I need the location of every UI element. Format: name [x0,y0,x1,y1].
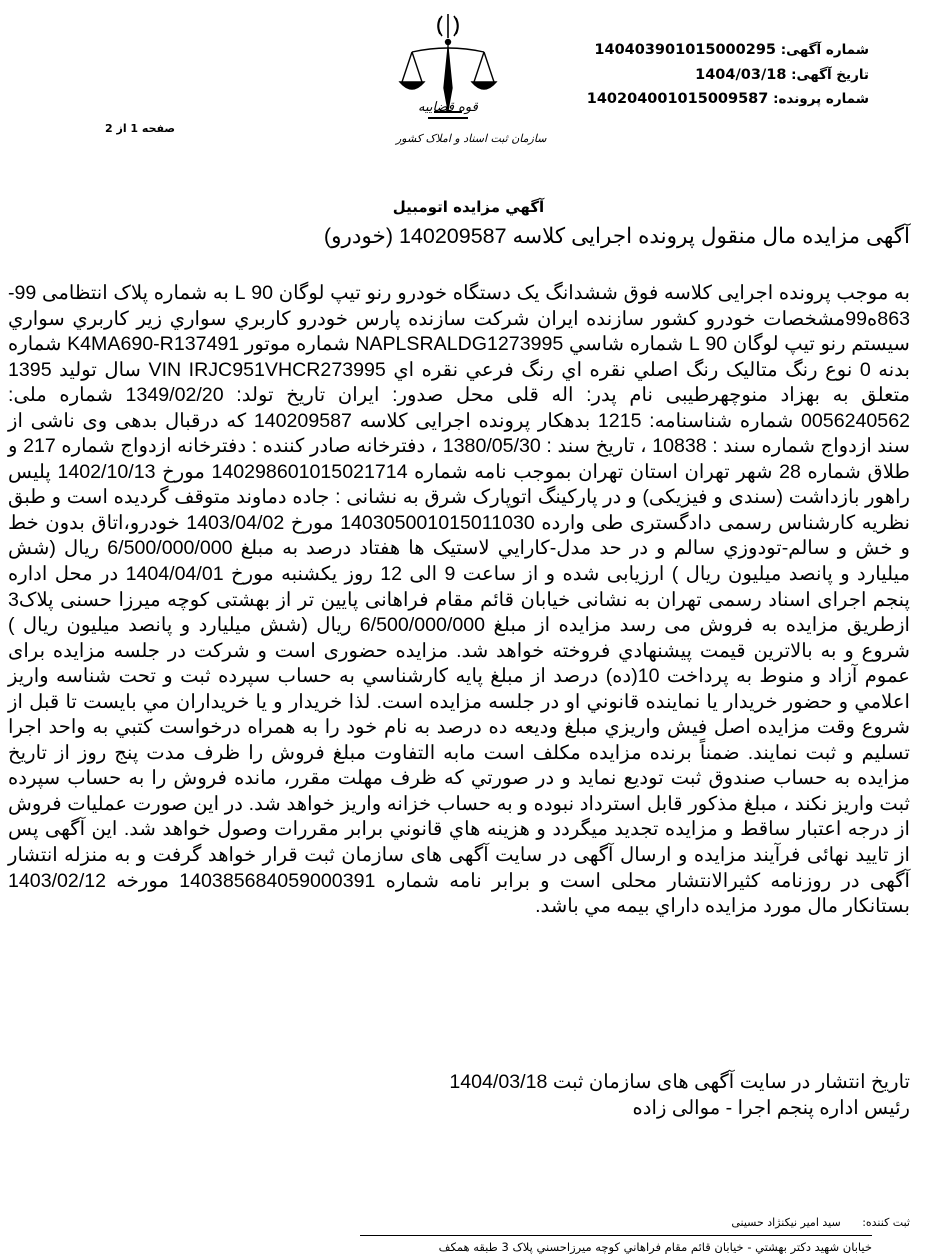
registrar-name: سید امیر نیکنژاد حسینی [731,1216,841,1229]
emblem-org-line2: سازمان ثبت اسناد و املاک کشور [396,132,547,145]
notice-body-text: به موجب پرونده اجرایی کلاسه فوق ششدانگ یک دستگاه خودرو رنو تیپ لوگان 90 L به شماره پلاک انتظامی 99-863ه99مشخصات خودرو کشور سازنده ایران شرکت سازنده پارس خودرو کاربري سواري زير کاربري سواري سيستم رنو تیپ لوگان 90 L شماره شاسي NAPLSRALDG1273995 شماره موتور K4MA690-R137491 شماره بدنه 0 نوع رنگ متاليک رنگ اصلي نقره اي رنگ فرعي نقره اي VIN IRJC951VHCR273995 سال تولید 1395 متعلق به بهزاد منوچهرطیبی نام پدر: اله قلی محل صدور: ایران تاریخ تولد: 1349/02/20 شماره ملی: 0056240562 شماره شناسنامه: 1215 بدهکار پرونده اجرایی کلاسه 140209587 که درقبال بدهی وی ناشی از سند ازدواج شماره سند : 10838 ، تاریخ سند : 1380/05/30 ، دفترخانه صادر کننده : دفترخانه ازدواج شماره 217 و طلاق شماره 28 شهر تهران استان تهران بموجب نامه شماره 140298601015021714 مورخ 1402/10/13 پلیس راهور بازداشت (سندی و فیزیکی) و در پارکینگ اتوپارک شرق به نشانی : جاده دماوند متوقف گردیده است و طبق نظریه کارشناس رسمی دادگستری طی وارده 140305001015011030 مورخ 1403/04/02 خودرو،اتاق بدون خط و خش و سالم-تودوزي سالم و در حد مدل-کارايي لاستيک ها هفتاد درصد به مبلغ 6/500/000/000 ریال (شش میلیارد و پانصد میلیون ریال ) ارزیابی شده و از ساعت 9 الی 12 روز یکشنبه مورخ 1404/04/01 در محل اداره پنجم اجرای اسناد رسمی تهران به نشانی خیابان قائم مقام فراهانی پایین تر از بهشتی کوچه میرزا حسنی پلاک3 ازطریق مزایده به فروش می رسد مزایده از مبلغ 6/500/000/000 ریال (شش میلیارد و پانصد میلیون ریال ) شروع و به بالاترين قيمت پيشنهادي فروخته خواهد شد. مزایده حضوری است و شرکت در جلسه مزایده برای عموم آزاد و منوط به پرداخت 10(ده) درصد از مبلغ پايه کارشناسي به حساب سپرده ثبت و تحت شناسه واريز اعلامي و حضور خريدار يا نماينده قانوني او در جلسه مزايده است. لذا خريدار و يا خريداران مي بايست تا قبل از شروع وقت مزايده اصل فيش واريزي مبلغ وديعه ده درصد به نام خود را به همراه درخواست کتبي به واحد اجرا تسليم و ثبت نمايند. ضمناً برنده مزايده مکلف است مابه التفاوت مبلغ فروش را ظرف مدت پنج روز از تاريخ مزايده به حساب صندوق ثبت توديع نمايد و در صورتي که ظرف مهلت مقرر، مانده فروش را به حساب سپرده ثبت واريز نکند ، مبلغ مذکور قابل استرداد نبوده و به حساب خزانه واريز خواهد شد. در اين صورت عمليات فروش از درجه اعتبار ساقط و مزايده تجديد ميگردد و هزينه هاي قانوني برابر مقررات وصول خواهد شد. این آگهی پس از تایید نهائی فرآیند مزایده و ارسال آگهی در سایت آگهی های سازمان ثبت قرار خواهد گرفت و به منزله انتشار آگهی در روزنامه کثیرالانتشار محلی است و برابر نامه شماره 140385684059000391 مورخه 1403/02/12 بستانکار مال مورد مزايده داراي بيمه مي باشد. [8,282,911,918]
ad-number-value: 14040390101500029​5 [594,42,776,58]
ad-date-value: 1404/03/18 [695,66,787,83]
page-number: صفحه 1 از 2 [105,122,176,135]
office-address: خيابان شهيد دکتر بهشتي - خيابان قائم مقام فراهاني کوچه ميرزاحسني پلاک 3 طبقه همکف [438,1240,872,1254]
registrar-label: ثبت کننده: [862,1216,910,1229]
notice-header-info [587,38,869,112]
emblem-org-line1: قوه قضاییه [418,100,478,115]
notice-subtitle: آگهی مزایده مال منقول پرونده اجرایی کلاسه 140209587 (خودرو) [323,224,910,248]
footer-divider [360,1235,872,1236]
ad-number-label: شماره آگهی: [780,42,869,58]
publication-block [449,1069,910,1121]
signatory-line: رئیس اداره پنجم اجرا - موالی زاده [632,1097,910,1119]
registrar-line [731,1216,910,1229]
ad-date-label: تاریخ آگهی: [791,66,869,83]
notice-title: آگهي مزايده اتومبيل [392,198,545,216]
ad-date-row [587,63,869,88]
publication-date-line: تاریخ انتشار در سایت آگهی های سازمان ثبت 1404/03/18 [449,1071,910,1093]
ad-number-row [587,38,869,63]
case-number-value: 140204001015009587 [586,91,769,107]
case-number-label: شماره پرونده: [773,91,869,107]
notice-body [8,281,910,920]
case-number-row [587,87,869,112]
